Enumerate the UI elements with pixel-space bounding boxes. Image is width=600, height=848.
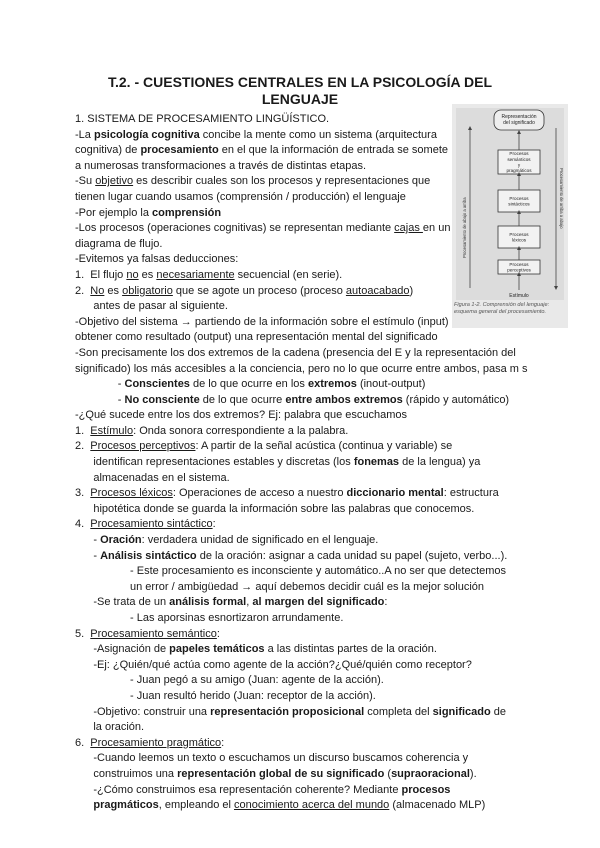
bold-text: comprensión — [152, 206, 222, 219]
underlined-text: Estímulo — [90, 424, 134, 437]
bold-text: significado — [432, 705, 491, 718]
text-run: completa del — [364, 705, 433, 718]
text-line — [75, 439, 515, 455]
text-run: obtener como resultado (output) una representación mental del significado — [75, 331, 438, 344]
text-run: identifican representaciones estables y discretas (los — [75, 456, 354, 469]
text-run: , — [246, 596, 253, 609]
text-run: - Juan resultó herido (Juan: receptor de la acción). — [75, 689, 376, 702]
text-line — [75, 533, 515, 549]
text-run: : Onda sonora correspondiente a la palabra. — [133, 424, 349, 437]
text-run: -Objetivo del sistema → partiendo de la información sobre el estímulo (input) — [75, 315, 449, 328]
text-run: 1. SISTEMA DE PROCESAMIENTO LINGÜÍSTICO. — [75, 113, 330, 125]
stimulus-label: Estímulo — [509, 293, 529, 299]
underlined-text: Procesos perceptivos — [90, 440, 196, 453]
text-line — [75, 112, 515, 128]
text-run: 3. — [75, 487, 91, 500]
text-run: a las distintas partes de la oración. — [264, 643, 437, 656]
bold-text: diccionario mental — [346, 487, 444, 500]
text-run: tienen lugar cuando usamos (comprensión / producción) el lenguaje — [75, 190, 406, 203]
text-run: 1. — [75, 424, 91, 437]
text-line — [75, 128, 515, 144]
text-run: es describir cuales son los procesos y representaciones que — [133, 175, 431, 188]
text-run: de la lengua) ya — [399, 456, 481, 469]
text-run: -La — [75, 128, 94, 141]
text-run: de — [490, 705, 507, 718]
text-line — [75, 673, 515, 689]
title-line-2: LENGUAJE — [261, 91, 339, 107]
text-run: -Cuando leemos un texto o escuchamos un discurso buscamos coherencia y — [75, 752, 469, 765]
text-run: significado) los más accesibles a la conciencia, pero no lo que ocurre entre ambos, pasa m s — [75, 362, 528, 375]
bold-text: papeles temáticos — [169, 643, 265, 656]
bold-text: extremos — [307, 378, 357, 391]
text-line — [75, 689, 515, 705]
text-run: : — [384, 596, 388, 609]
text-run: 1. El flujo — [75, 268, 127, 281]
figure-caption: Figura 1-2. Comprensión del lenguaje: esquema general del procesamiento. — [454, 302, 550, 315]
text-run: (rápido y automático) — [402, 393, 510, 406]
text-line — [75, 564, 515, 580]
text-run: : — [212, 518, 216, 531]
bold-text: procesamiento — [140, 144, 219, 157]
text-line — [75, 580, 515, 596]
text-line — [75, 502, 515, 518]
text-run: -¿Cómo construimos esa representación coherente? Mediante — [75, 783, 402, 796]
title-line-1: T.2. - CUESTIONES CENTRALES EN LA PSICOLOGÍA DEL — [108, 74, 492, 90]
bold-text: Oración — [100, 534, 142, 547]
underlined-text: necesariamente — [156, 268, 235, 281]
bold-text: al margen del significado — [252, 596, 385, 609]
text-run: -Ej: ¿Quién/qué actúa como agente de la acción?¿Qué/quién como receptor? — [75, 658, 472, 671]
text-run: -Son precisamente los dos extremos de la cadena (presencia del E y la representación del — [75, 346, 516, 359]
text-run: - Juan pegó a su amigo (Juan: agente de la acción). — [75, 674, 384, 687]
text-run: a numerosas transformaciones a través de distintas etapas. — [75, 159, 367, 172]
underlined-text: Procesamiento sintáctico — [90, 518, 213, 531]
bold-text: procesos — [401, 783, 451, 796]
process-box-label: Procesos léxicos — [509, 231, 529, 243]
text-line — [75, 252, 515, 268]
text-run: 6. — [75, 736, 91, 749]
text-run: (inout-output) — [356, 378, 426, 391]
text-run: hipotética donde se guarda la información sobre las palabras que conocemos. — [75, 502, 475, 515]
text-run: es — [104, 284, 123, 297]
text-run: -Objetivo: construir una — [75, 705, 211, 718]
text-line — [75, 517, 515, 533]
underlined-text: Procesamiento pragmático — [90, 736, 222, 749]
text-run: que se agote un proceso (proceso — [172, 284, 346, 297]
bold-text: pragmáticos — [93, 799, 159, 812]
bold-text: psicología cognitiva — [93, 128, 200, 141]
text-run: - — [75, 549, 101, 562]
text-run: ) — [409, 284, 414, 297]
text-run: : — [216, 627, 220, 640]
text-line — [75, 174, 515, 190]
underlined-text: cajas — [394, 222, 423, 235]
text-line — [75, 751, 515, 767]
text-run: : Operaciones de acceso a nuestro — [172, 487, 347, 500]
process-box-label: Procesos perceptivos — [507, 261, 531, 273]
text-run: - — [75, 393, 125, 406]
text-run: un error / ambigüedad → aquí debemos decidir cuál es la mejor solución — [75, 580, 485, 593]
text-run: de lo que ocurre — [199, 393, 286, 406]
text-run: antes de pasar al siguiente. — [75, 300, 228, 313]
text-line — [75, 362, 528, 378]
figure-image — [456, 108, 564, 300]
text-line — [75, 549, 515, 565]
process-box-label: Procesos semánticos y pragmáticos — [506, 151, 532, 173]
bold-text: Análisis sintáctico — [100, 549, 197, 562]
text-run: - Las aporsinas esnortizaron arrundamente. — [75, 612, 344, 624]
text-line — [75, 705, 515, 721]
page-title — [60, 74, 540, 108]
top-box-label: Representación del significado — [501, 114, 537, 126]
text-line — [75, 783, 515, 799]
text-run: 2. — [75, 284, 91, 297]
text-line — [75, 221, 515, 237]
text-run: : A partir de la señal acústica (continua y variable) se — [195, 440, 453, 453]
text-line — [75, 393, 515, 409]
underlined-text: Procesos léxicos — [90, 487, 173, 500]
left-label: Procesamiento de abajo a arriba — [462, 197, 467, 258]
text-run: 2. — [75, 440, 91, 453]
bold-text: representación proposicional — [210, 705, 365, 718]
process-box-label: Procesos sintácticos — [508, 195, 530, 207]
text-run: (almacenado MLP) — [389, 799, 486, 812]
text-run: la oración. — [75, 721, 145, 734]
bold-text: No consciente — [124, 393, 200, 406]
text-run: en un — [422, 222, 451, 235]
text-run — [75, 799, 93, 811]
text-run: en el que la información de entrada se somete — [218, 144, 448, 157]
text-run: -Su — [75, 175, 96, 188]
text-run: construimos una — [75, 767, 178, 780]
underlined-text: objetivo — [95, 175, 134, 188]
text-run: -Evitemos ya falsas deducciones: — [75, 253, 239, 266]
text-run: 5. — [75, 627, 91, 640]
text-run: : verdadera unidad de significado en el lenguaje. — [141, 534, 379, 547]
text-line — [75, 330, 515, 346]
text-run: ). — [469, 767, 477, 780]
text-line — [75, 767, 515, 783]
text-line — [75, 299, 515, 315]
text-run: , empleando el — [158, 799, 234, 812]
text-line — [75, 642, 515, 658]
text-run: -Los procesos (operaciones cognitivas) se representan mediante — [75, 222, 395, 235]
text-run: - Este procesamiento es inconsciente y automático..A no ser que detectemos — [75, 565, 507, 578]
text-line — [75, 595, 515, 611]
text-run: -Por ejemplo la — [75, 206, 153, 219]
text-line — [75, 315, 515, 331]
underlined-text: no — [126, 268, 139, 281]
underlined-text: conocimiento acerca del mundo — [233, 799, 390, 812]
text-run: - — [75, 534, 101, 547]
text-run: - — [75, 378, 125, 391]
text-line — [75, 346, 515, 362]
text-line — [75, 611, 515, 627]
bold-text: entre ambos extremos — [285, 393, 403, 406]
underlined-text: autoacabado — [345, 284, 410, 297]
text-run: diagrama de flujo. — [75, 237, 163, 250]
text-line — [75, 190, 515, 206]
text-line — [75, 627, 515, 643]
bold-text: representación global de su significado — [177, 767, 385, 780]
right-label: Procesamiento de arriba a abajo — [559, 168, 564, 229]
text-run: : estructura — [443, 487, 499, 500]
text-run: -¿Qué sucede entre los dos extremos? Ej: palabra que escuchamos — [75, 409, 408, 422]
text-line — [75, 206, 515, 222]
text-line — [75, 736, 515, 752]
text-line — [75, 284, 515, 300]
text-line — [75, 471, 515, 487]
text-run: secuencial (en serie). — [234, 268, 343, 281]
text-run: : — [221, 736, 225, 749]
text-line — [75, 159, 515, 175]
text-line — [75, 455, 515, 471]
text-run: -Asignación de — [75, 643, 170, 656]
bold-text: análisis formal — [169, 596, 247, 609]
text-line — [75, 237, 515, 253]
underlined-text: obligatorio — [122, 284, 173, 297]
text-line — [75, 658, 515, 674]
text-run: concibe la mente como un sistema (arquitectura — [199, 128, 437, 141]
text-run: de lo que ocurre en los — [189, 378, 308, 391]
text-line — [75, 377, 515, 393]
text-line — [75, 486, 515, 502]
text-run: cognitiva) de — [75, 144, 141, 157]
bold-text: fonemas — [353, 456, 400, 469]
text-line — [75, 424, 515, 440]
text-run: de la oración: asignar a cada unidad su papel (sujeto, verbo...). — [196, 549, 508, 562]
bold-text: supraoracional — [391, 767, 470, 780]
text-line — [75, 143, 515, 159]
text-line — [75, 720, 515, 736]
underlined-text: Procesamiento semántico — [90, 627, 217, 640]
text-run: almacenadas en el sistema. — [75, 471, 230, 484]
flow-diagram-figure — [452, 104, 568, 328]
text-line — [75, 268, 515, 284]
text-run: -Se trata de un — [75, 596, 170, 609]
text-run: 4. — [75, 518, 91, 531]
text-run: ( — [384, 767, 392, 780]
bold-text: Conscientes — [124, 378, 190, 391]
flow-diagram — [456, 108, 564, 300]
text-line — [75, 798, 515, 814]
underlined-text: No — [90, 284, 105, 297]
text-line — [75, 408, 515, 424]
text-run: es — [138, 268, 157, 281]
